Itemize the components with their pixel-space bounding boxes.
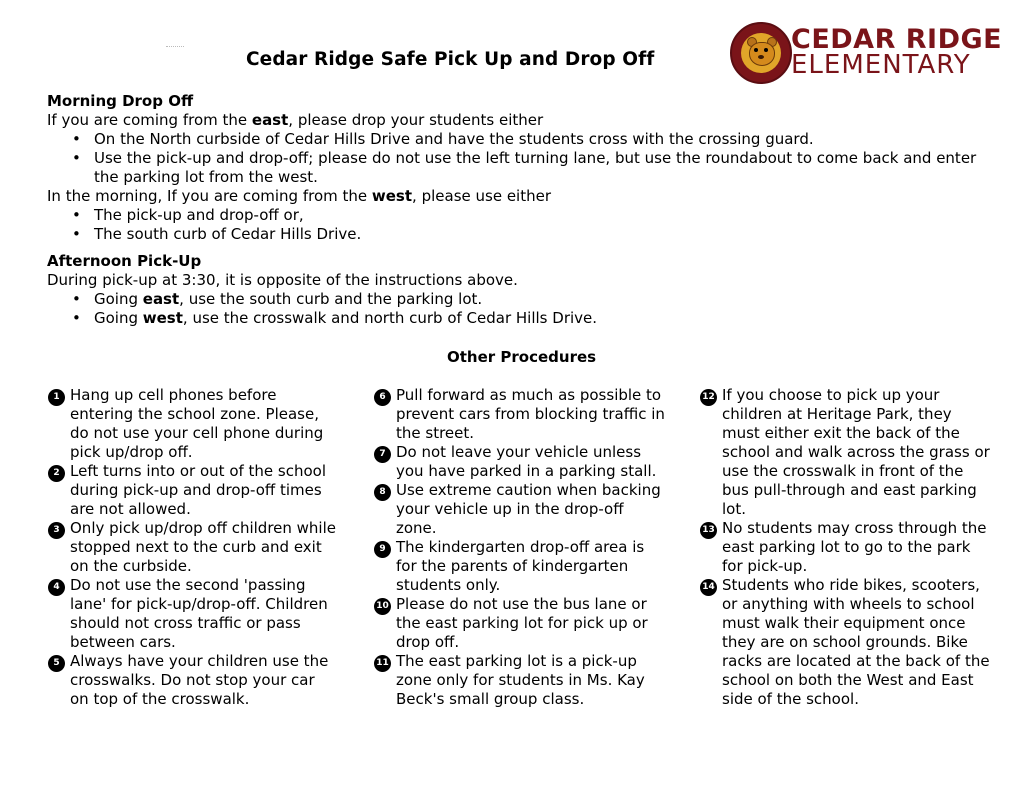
number-badge: 4 [48,579,65,596]
afternoon-intro: During pick-up at 3:30, it is opposite of the instructions above. [47,271,518,289]
list-item: • On the North curbside of Cedar Hills Drive and have the students cross with the crossing guard. [94,130,987,149]
list-item: • Use the pick-up and drop-off; please do not use the left turning lane, but use the roundabout to come back and enter the parking lot from the west. [94,149,987,187]
list-item: • The south curb of Cedar Hills Drive. [94,225,987,244]
procedures-column-3 [700,386,990,709]
procedures-column-1 [48,386,338,709]
logo-line-1: CEDAR RIDGE [791,24,1003,55]
procedure-item: 14 Students who ride bikes, scooters, or anything with wheels to school must walk their equipment once they are on school grounds. Bike racks are located at the back of the school on both the West and East side of the school. [700,576,990,709]
procedure-item: 3 Only pick up/drop off children while stopped next to the curb and exit on the curbside. [48,519,338,576]
number-badge: 3 [48,522,65,539]
east-bullets [47,130,987,187]
procedure-item: 5 Always have your children use the crosswalks. Do not stop your car on top of the crosswalk. [48,652,338,709]
west-intro: In the morning, If you are coming from the west, please use either [47,187,552,205]
procedure-item: 7 Do not leave your vehicle unless you have parked in a parking stall. [374,443,666,481]
procedure-item: 10 Please do not use the bus lane or the east parking lot for pick up or drop off. [374,595,666,652]
morning-heading: Morning Drop Off [47,92,194,110]
procedures-column-2 [374,386,666,709]
west-bullets [47,206,987,244]
procedure-item: 12 If you choose to pick up your children at Heritage Park, they must either exit the back of the school and walk across the grass or use the crosswalk in front of the bus pull-through and east parking lot. [700,386,990,519]
procedure-item: 4 Do not use the second 'passing lane' for pick-up/drop-off. Children should not cross traffic or pass between cars. [48,576,338,652]
procedure-item: 1 Hang up cell phones before entering the school zone. Please, do not use your cell phone during pick up/drop off. [48,386,338,462]
number-badge: 11 [374,655,391,672]
instructions [47,92,987,328]
number-badge: 10 [374,598,391,615]
number-badge: 12 [700,389,717,406]
afternoon-heading: Afternoon Pick-Up [47,252,202,270]
school-logo [730,22,1003,82]
logo-line-2: ELEMENTARY [791,50,971,80]
list-item: • Going west, use the crosswalk and north curb of Cedar Hills Drive. [94,309,987,328]
list-item: • The pick-up and drop-off or, [94,206,987,225]
number-badge: 5 [48,655,65,672]
procedure-item: 11 The east parking lot is a pick-up zone only for students in Ms. Kay Beck's small group class. [374,652,666,709]
procedure-item: 9 The kindergarten drop-off area is for the parents of kindergarten students only. [374,538,666,595]
number-badge: 14 [700,579,717,596]
procedure-item: 6 Pull forward as much as possible to prevent cars from blocking traffic in the street. [374,386,666,443]
cougar-seal-icon [730,22,792,84]
number-badge: 6 [374,389,391,406]
procedure-item: 8 Use extreme caution when backing your vehicle up in the drop-off zone. [374,481,666,538]
number-badge: 9 [374,541,391,558]
list-item: • Going east, use the south curb and the parking lot. [94,290,987,309]
page-title: Cedar Ridge Safe Pick Up and Drop Off [246,49,655,70]
number-badge: 13 [700,522,717,539]
number-badge: 2 [48,465,65,482]
other-procedures-heading: Other Procedures [447,348,597,366]
margin-mark [166,46,184,49]
afternoon-bullets [47,290,987,328]
procedure-item: 2 Left turns into or out of the school during pick-up and drop-off times are not allowed. [48,462,338,519]
number-badge: 8 [374,484,391,501]
number-badge: 1 [48,389,65,406]
east-intro: If you are coming from the east, please drop your students either [47,111,544,129]
number-badge: 7 [374,446,391,463]
procedure-item: 13 No students may cross through the east parking lot to go to the park for pick-up. [700,519,990,576]
